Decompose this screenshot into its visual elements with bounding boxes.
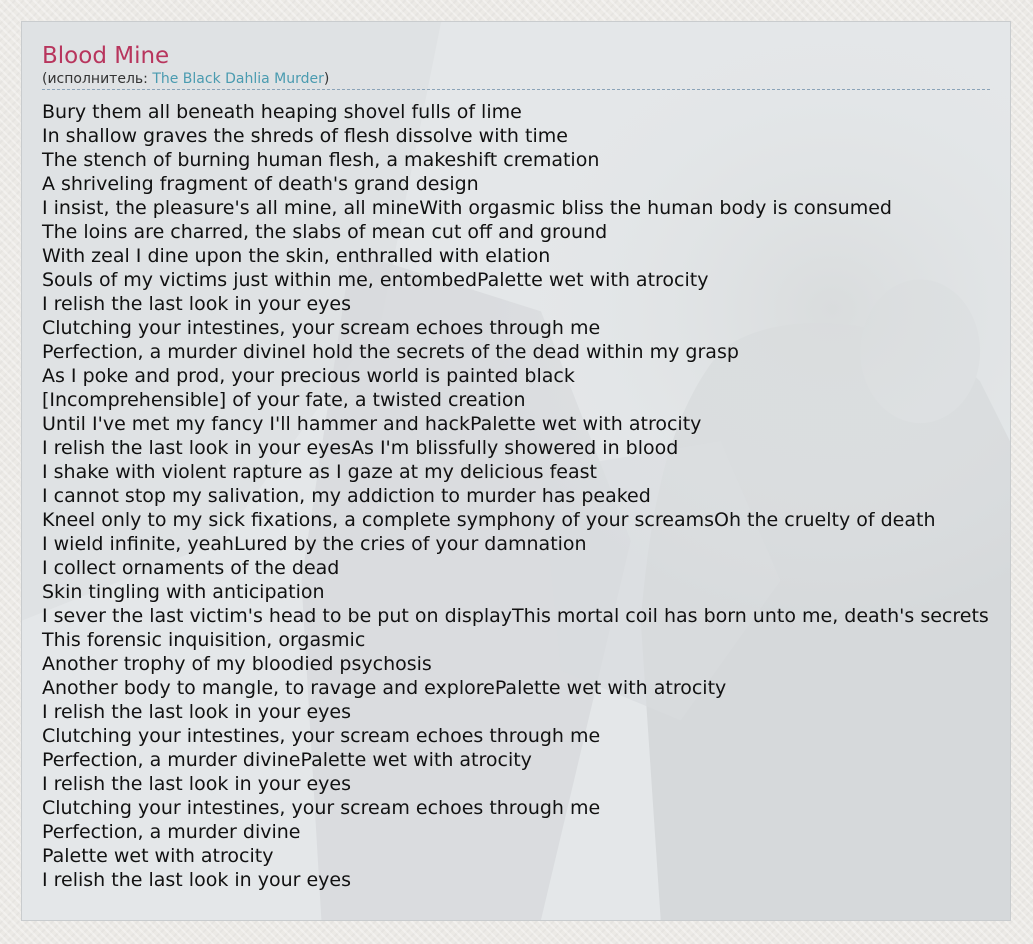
lyric-line: Until I've met my fancy I'll hammer and hackPalette wet with atrocity <box>42 413 702 435</box>
lyrics-card <box>21 21 1011 921</box>
lyric-line: I cannot stop my salivation, my addiction to murder has peaked <box>42 485 651 507</box>
lyric-line: Another trophy of my bloodied psychosis <box>42 653 432 675</box>
lyric-line: Perfection, a murder divinePalette wet with atrocity <box>42 749 532 771</box>
lyric-line: Clutching your intestines, your scream echoes through me <box>42 725 601 747</box>
lyric-line: Clutching your intestines, your scream echoes through me <box>42 797 601 819</box>
lyric-line: Clutching your intestines, your scream echoes through me <box>42 317 601 339</box>
lyric-line: [Incomprehensible] of your fate, a twisted creation <box>42 389 526 411</box>
lyric-line: The loins are charred, the slabs of mean cut off and ground <box>42 221 608 243</box>
lyric-line: I relish the last look in your eyes <box>42 701 352 723</box>
lyric-line: Another body to mangle, to ravage and explorePalette wet with atrocity <box>42 677 727 699</box>
lyric-line: I shake with violent rapture as I gaze at my delicious feast <box>42 461 597 483</box>
lyric-line: I collect ornaments of the dead <box>42 557 340 579</box>
lyrics-content <box>22 22 1010 892</box>
artist-link[interactable]: The Black Dahlia Murder <box>152 71 324 87</box>
lyric-line: Bury them all beneath heaping shovel fulls of lime <box>42 101 522 123</box>
artist-line <box>42 71 990 90</box>
lyric-line: I relish the last look in your eyesAs I'm blissfully showered in blood <box>42 437 679 459</box>
lyric-line: I insist, the pleasure's all mine, all mineWith orgasmic bliss the human body is consumed <box>42 197 892 219</box>
lyric-line: Palette wet with atrocity <box>42 845 274 867</box>
lyric-line: I relish the last look in your eyes <box>42 869 352 891</box>
lyric-line: Souls of my victims just within me, entombedPalette wet with atrocity <box>42 269 709 291</box>
lyric-line: Perfection, a murder divineI hold the secrets of the dead within my grasp <box>42 341 739 363</box>
artist-suffix: ) <box>323 71 330 87</box>
lyrics-list <box>42 100 1010 892</box>
lyric-line: I wield infinite, yeahLured by the cries of your damnation <box>42 533 587 555</box>
song-title: Blood Mine <box>42 43 170 69</box>
lyric-line: Perfection, a murder divine <box>42 821 301 843</box>
lyric-line: In shallow graves the shreds of flesh dissolve with time <box>42 125 568 147</box>
lyric-line: Skin tingling with anticipation <box>42 581 325 603</box>
lyric-line: I sever the last victim's head to be put on displayThis mortal coil has born unto me, death's secrets <box>42 605 989 627</box>
lyric-line: Kneel only to my sick fixations, a complete symphony of your screamsOh the cruelty of death <box>42 509 936 531</box>
artist-prefix: (исполнитель: <box>42 71 153 87</box>
lyric-line: This forensic inquisition, orgasmic <box>42 629 366 651</box>
lyric-line: As I poke and prod, your precious world is painted black <box>42 365 575 387</box>
lyric-line: A shriveling fragment of death's grand design <box>42 173 479 195</box>
lyric-line: I relish the last look in your eyes <box>42 293 352 315</box>
lyric-line: With zeal I dine upon the skin, enthralled with elation <box>42 245 551 267</box>
lyric-line: The stench of burning human flesh, a makeshift cremation <box>42 149 600 171</box>
lyric-line: I relish the last look in your eyes <box>42 773 352 795</box>
